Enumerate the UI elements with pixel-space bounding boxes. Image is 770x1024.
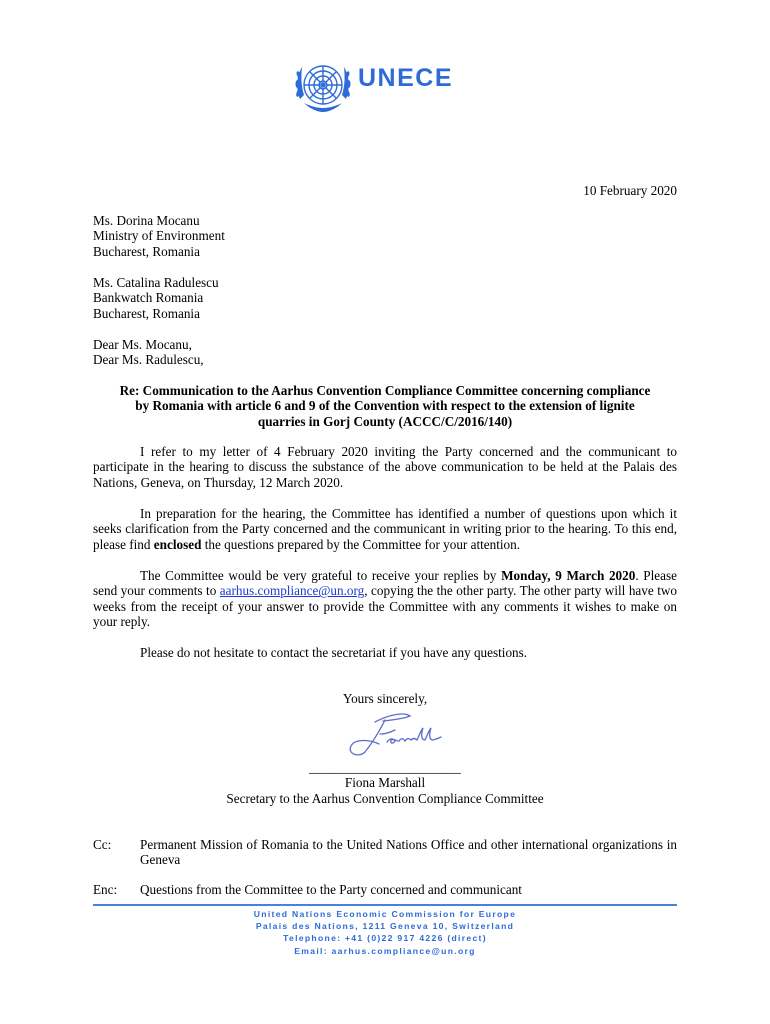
subject-heading: [88, 383, 682, 429]
recipient-organization: Ministry of Environment: [93, 228, 225, 244]
cc-text: Permanent Mission of Romania to the United Nations Office and other international organizations in Geneva: [140, 837, 677, 868]
recipient-city: Bucharest, Romania: [93, 305, 200, 321]
text-segment: In preparation for the hearing, the Committee has identified a number of questions upon which it seeks clarification from the Party concerned and the communicant in writing prior to the hearing. To this end, please find: [93, 506, 677, 552]
salutation-line: Dear Ms. Mocanu,: [93, 337, 192, 352]
signatory-name: Fiona Marshall: [344, 775, 426, 790]
subject-line: quarries in Gorj County (ACCC/C/2016/140): [257, 413, 513, 429]
text-segment: , copying the the other party. The other party will have two weeks from the receipt of your answer to provide the Committee with any comments it wishes to make on your reply.: [93, 583, 677, 630]
enc-label: Enc:: [93, 882, 118, 897]
salutation-line: Dear Ms. Radulescu,: [93, 352, 204, 368]
bold-text: enclosed: [153, 536, 202, 552]
enc-text: Questions from the Committee to the Party concerned and communicant: [140, 882, 522, 897]
footer-telephone: Telephone: +41 (0)22 917 4226 (direct): [283, 933, 487, 944]
signatory-title: Secretary to the Aarhus Convention Compliance Committee: [226, 791, 544, 806]
salutation: [93, 337, 493, 368]
recipient-name: Ms. Catalina Radulescu: [93, 275, 219, 290]
text-segment: the questions prepared by the Committee for your attention.: [201, 536, 521, 552]
email-link[interactable]: aarhus.compliance@un.org: [219, 583, 365, 599]
subject-line: Re: Communication to the Aarhus Convention Compliance Committee concerning compliance: [119, 383, 651, 398]
signature-line: _______________________: [309, 760, 461, 775]
body-paragraph-3: [93, 568, 677, 630]
footer-email: Email: aarhus.compliance@un.org: [294, 945, 476, 956]
letter-date: 10 February 2020: [583, 183, 677, 198]
text-segment: The Committee would be very grateful to receive your replies by: [140, 568, 502, 583]
footer-contact: [93, 908, 677, 957]
body-paragraph-1: I refer to my letter of 4 February 2020 inviting the Party concerned and the communicant to participate in the hearing to discuss the substance of the above communication to be held at the Palais des Nations, Geneva, on Thursday, 12 March 2020.: [93, 444, 677, 490]
cc-label: Cc:: [93, 837, 112, 852]
footer-divider: [93, 904, 677, 906]
un-emblem-icon: [292, 55, 354, 117]
body-paragraph-2: [93, 506, 677, 552]
footer-address: Palais des Nations, 1211 Geneva 10, Switzerland: [255, 921, 515, 932]
handwritten-signature: [335, 708, 450, 758]
recipient-address: [93, 213, 493, 259]
text-segment: . Please send your comments to: [93, 568, 677, 599]
unece-wordmark: UNECE: [358, 64, 454, 92]
recipient-name: Ms. Dorina Mocanu: [93, 213, 200, 228]
recipient-city: Bucharest, Romania: [93, 243, 200, 259]
footer-org-name: United Nations Economic Commission for Europe: [253, 909, 517, 919]
deadline-date: Monday, 9 March 2020: [501, 568, 636, 583]
recipient-organization: Bankwatch Romania: [93, 290, 204, 306]
subject-line: by Romania with article 6 and 9 of the Convention with respect to the extension of lignite: [135, 398, 635, 414]
valediction: Yours sincerely,: [342, 691, 428, 706]
recipient-address: [93, 275, 493, 321]
body-paragraph-4: Please do not hesitate to contact the secretariat if you have any questions.: [140, 645, 528, 660]
